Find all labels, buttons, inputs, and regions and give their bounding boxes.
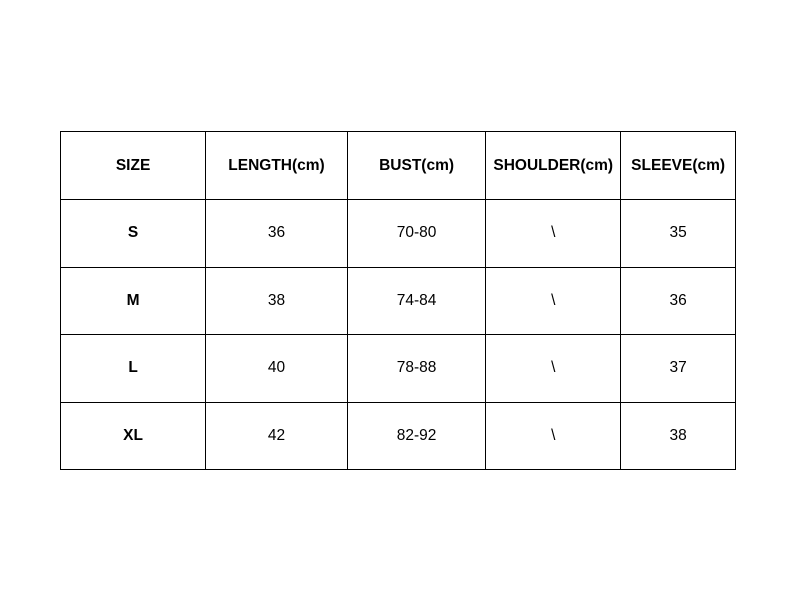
- table-row: [61, 267, 736, 335]
- cell-shoulder: \: [486, 335, 621, 403]
- column-header-size: SIZE: [61, 132, 206, 200]
- cell-sleeve: 38: [621, 402, 736, 470]
- size-chart-container: [60, 131, 736, 469]
- cell-length: 40: [206, 335, 348, 403]
- size-chart-table: [60, 131, 736, 470]
- table-header-row: [61, 132, 736, 200]
- cell-size: S: [61, 200, 206, 268]
- cell-shoulder: \: [486, 267, 621, 335]
- cell-bust: 70-80: [347, 200, 485, 268]
- table-body: [61, 200, 736, 470]
- cell-length: 42: [206, 402, 348, 470]
- column-header-length: LENGTH(cm): [206, 132, 348, 200]
- cell-sleeve: 37: [621, 335, 736, 403]
- cell-size: M: [61, 267, 206, 335]
- column-header-sleeve: SLEEVE(cm): [621, 132, 736, 200]
- cell-size: XL: [61, 402, 206, 470]
- cell-length: 36: [206, 200, 348, 268]
- table-row: [61, 200, 736, 268]
- column-header-bust: BUST(cm): [347, 132, 485, 200]
- table-header: [61, 132, 736, 200]
- table-row: [61, 402, 736, 470]
- cell-sleeve: 36: [621, 267, 736, 335]
- table-row: [61, 335, 736, 403]
- cell-size: L: [61, 335, 206, 403]
- cell-bust: 74-84: [347, 267, 485, 335]
- cell-shoulder: \: [486, 402, 621, 470]
- cell-bust: 82-92: [347, 402, 485, 470]
- column-header-shoulder: SHOULDER(cm): [486, 132, 621, 200]
- cell-length: 38: [206, 267, 348, 335]
- cell-bust: 78-88: [347, 335, 485, 403]
- cell-shoulder: \: [486, 200, 621, 268]
- cell-sleeve: 35: [621, 200, 736, 268]
